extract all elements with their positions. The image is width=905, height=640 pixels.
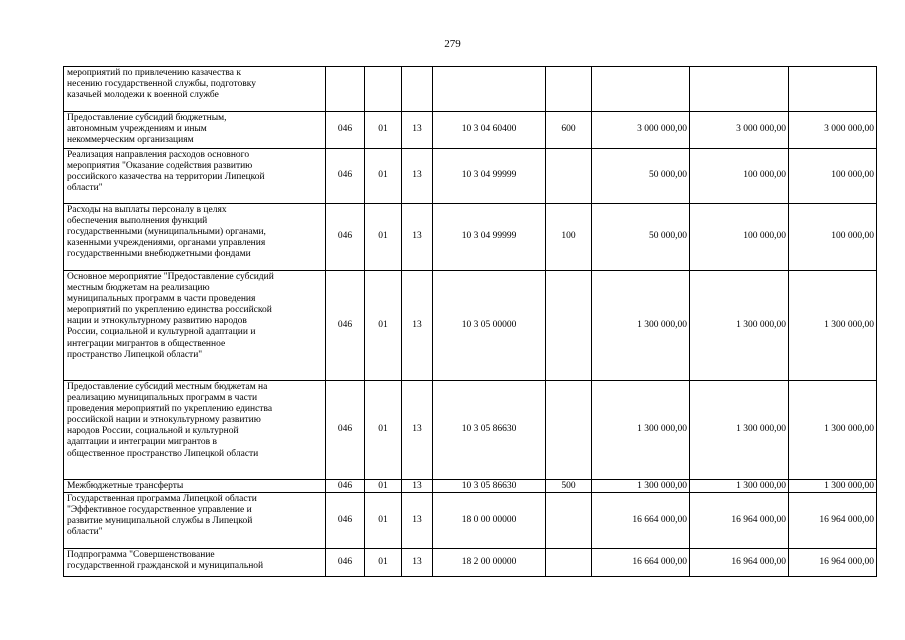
cell-subsection-code: 13 (402, 549, 433, 577)
table-row (64, 480, 877, 493)
cell-amount-year-2: 1 300 000,00 (690, 480, 789, 493)
cell-amount-year-1: 1 300 000,00 (592, 480, 690, 493)
cell-ministry-code (326, 67, 365, 112)
cell-name: мероприятий по привлечению казачества к несению государственной службы, подготовку казачьей молодежи к военной службе (64, 67, 326, 112)
cell-amount-year-1: 16 664 000,00 (592, 493, 690, 549)
table-row (64, 67, 877, 112)
table-row (64, 112, 877, 149)
cell-amount-year-2: 16 964 000,00 (690, 549, 789, 577)
cell-expense-type (546, 271, 592, 381)
cell-ministry-code: 046 (326, 149, 365, 204)
cell-name: Расходы на выплаты персоналу в целях обеспечения выполнения функций государственными (муниципальными) органами, казенными учреждениями, органами управления государственными внебюджетными фондами (64, 204, 326, 271)
cell-section-code: 01 (365, 271, 402, 381)
cell-section-code: 01 (365, 149, 402, 204)
cell-target-article: 10 3 05 86630 (433, 480, 546, 493)
cell-amount-year-3 (789, 67, 877, 112)
cell-ministry-code: 046 (326, 381, 365, 480)
cell-amount-year-2: 100 000,00 (690, 204, 789, 271)
cell-target-article: 10 3 05 00000 (433, 271, 546, 381)
table-row (64, 493, 877, 549)
cell-name: Реализация направления расходов основного мероприятия "Оказание содействия развитию российского казачества на территории Липецкой области" (64, 149, 326, 204)
cell-ministry-code: 046 (326, 204, 365, 271)
cell-amount-year-1: 16 664 000,00 (592, 549, 690, 577)
cell-ministry-code: 046 (326, 549, 365, 577)
cell-ministry-code: 046 (326, 493, 365, 549)
cell-subsection-code: 13 (402, 493, 433, 549)
cell-section-code (365, 67, 402, 112)
table-row (64, 381, 877, 480)
cell-expense-type (546, 493, 592, 549)
cell-amount-year-2: 3 000 000,00 (690, 112, 789, 149)
cell-amount-year-3: 100 000,00 (789, 149, 877, 204)
cell-amount-year-2: 1 300 000,00 (690, 271, 789, 381)
cell-name: Государственная программа Липецкой области "Эффективное государственное управление и развитие муниципальной службы в Липецкой области" (64, 493, 326, 549)
cell-amount-year-1: 1 300 000,00 (592, 271, 690, 381)
cell-section-code: 01 (365, 480, 402, 493)
cell-section-code: 01 (365, 493, 402, 549)
cell-amount-year-1: 1 300 000,00 (592, 381, 690, 480)
cell-amount-year-2 (690, 67, 789, 112)
cell-target-article: 10 3 04 99999 (433, 149, 546, 204)
cell-target-article: 18 0 00 00000 (433, 493, 546, 549)
cell-amount-year-2: 100 000,00 (690, 149, 789, 204)
cell-expense-type (546, 149, 592, 204)
cell-amount-year-1: 50 000,00 (592, 149, 690, 204)
table-row (64, 204, 877, 271)
budget-table (63, 66, 877, 577)
table-row (64, 549, 877, 577)
cell-amount-year-2: 1 300 000,00 (690, 381, 789, 480)
cell-subsection-code: 13 (402, 149, 433, 204)
cell-expense-type: 500 (546, 480, 592, 493)
cell-expense-type (546, 549, 592, 577)
cell-section-code: 01 (365, 112, 402, 149)
cell-target-article: 10 3 04 99999 (433, 204, 546, 271)
cell-subsection-code: 13 (402, 271, 433, 381)
cell-section-code: 01 (365, 549, 402, 577)
cell-ministry-code: 046 (326, 112, 365, 149)
cell-target-article (433, 67, 546, 112)
cell-target-article: 10 3 05 86630 (433, 381, 546, 480)
cell-amount-year-3: 1 300 000,00 (789, 271, 877, 381)
cell-section-code: 01 (365, 381, 402, 480)
cell-subsection-code: 13 (402, 204, 433, 271)
cell-ministry-code: 046 (326, 271, 365, 381)
page-number: 279 (444, 38, 461, 50)
cell-name: Предоставление субсидий бюджетным, автономным учреждениям и иным некоммерческим организациям (64, 112, 326, 149)
cell-name: Межбюджетные трансферты (64, 480, 326, 493)
cell-subsection-code: 13 (402, 480, 433, 493)
cell-amount-year-1: 50 000,00 (592, 204, 690, 271)
cell-name: Подпрограмма "Совершенствование государственной гражданской и муниципальной (64, 549, 326, 577)
cell-amount-year-1 (592, 67, 690, 112)
cell-name: Основное мероприятие "Предоставление субсидий местным бюджетам на реализацию муниципальных программ в части проведения мероприятий по укреплению единства российской нации и этнокультурному развитию народов России, социальной и культурной адаптации и интеграции мигрантов в общественное пространство Липецкой области" (64, 271, 326, 381)
cell-amount-year-3: 3 000 000,00 (789, 112, 877, 149)
cell-amount-year-1: 3 000 000,00 (592, 112, 690, 149)
cell-amount-year-3: 16 964 000,00 (789, 493, 877, 549)
cell-amount-year-3: 1 300 000,00 (789, 480, 877, 493)
cell-subsection-code (402, 67, 433, 112)
cell-subsection-code: 13 (402, 381, 433, 480)
table-row (64, 149, 877, 204)
cell-expense-type: 100 (546, 204, 592, 271)
cell-section-code: 01 (365, 204, 402, 271)
cell-target-article: 18 2 00 00000 (433, 549, 546, 577)
cell-amount-year-2: 16 964 000,00 (690, 493, 789, 549)
cell-target-article: 10 3 04 60400 (433, 112, 546, 149)
cell-subsection-code: 13 (402, 112, 433, 149)
cell-name: Предоставление субсидий местным бюджетам на реализацию муниципальных программ в части проведения мероприятий по укреплению единства российской нации и этнокультурному развитию народов России, социальной и культурной адаптации и интеграции мигрантов в общественное пространство Липецкой области (64, 381, 326, 480)
cell-amount-year-3: 1 300 000,00 (789, 381, 877, 480)
cell-expense-type (546, 67, 592, 112)
cell-amount-year-3: 16 964 000,00 (789, 549, 877, 577)
cell-ministry-code: 046 (326, 480, 365, 493)
cell-expense-type: 600 (546, 112, 592, 149)
table-row (64, 271, 877, 381)
cell-amount-year-3: 100 000,00 (789, 204, 877, 271)
cell-expense-type (546, 381, 592, 480)
